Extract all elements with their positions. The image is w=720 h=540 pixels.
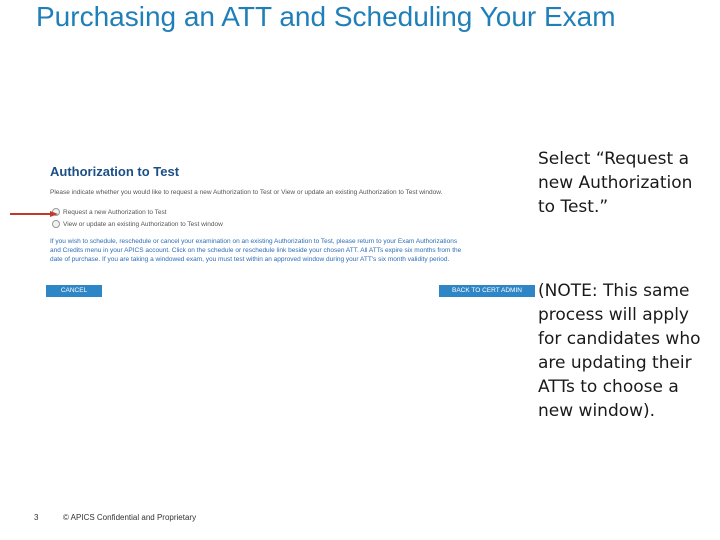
option-label: View or update an existing Authorization to Test window [63, 220, 223, 228]
intro-text: Please indicate whether you would like to request a new Authorization to Test or View or update an existing Authorization to Test window. [50, 189, 443, 196]
embedded-screenshot [44, 160, 534, 305]
option-label: Request a new Authorization to Test [63, 208, 167, 216]
pointer-arrow-icon [10, 211, 58, 217]
note-line: If you wish to schedule, reschedule or cancel your examination on an existing Authorization to Test, please return to your Exam Authorizations [50, 238, 458, 245]
note-line: and Credits menu in your APICS account. Click on the schedule or reschedule link beside your chosen ATT. All ATTs expire six months from the [50, 247, 462, 254]
copyright-notice: © APICS Confidential and Proprietary [63, 513, 197, 522]
back-to-cert-admin-button[interactable]: BACK TO CERT ADMIN [439, 285, 535, 297]
page-number: 3 [34, 513, 39, 522]
option-view-update[interactable] [52, 220, 223, 228]
option-request-new[interactable] [52, 208, 167, 216]
note-line: date of purchase. If you are taking a windowed exam, you must test within an approved window during your ATT's six month validity period. [50, 256, 450, 263]
cancel-button[interactable]: CANCEL [46, 285, 102, 297]
authorization-heading: Authorization to Test [50, 164, 180, 179]
instruction-text: Select “Request a new Authorization to Test.” [538, 149, 693, 217]
radio-button[interactable] [52, 220, 60, 228]
slide-title: Purchasing an ATT and Scheduling Your Exam [36, 1, 616, 32]
note-text: (NOTE: This same process will apply for candidates who are updating their ATTs to choose a new window). [538, 281, 701, 421]
